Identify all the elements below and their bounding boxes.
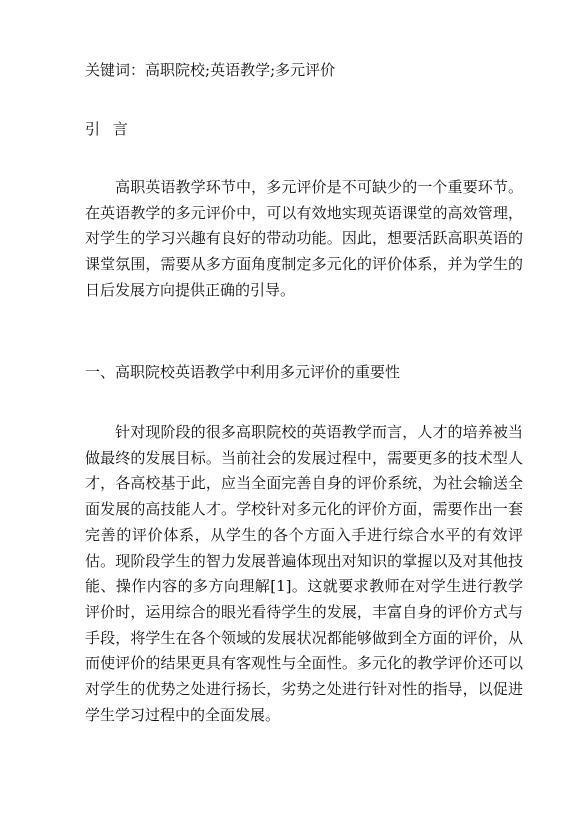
section-paragraph bbox=[85, 420, 523, 728]
section-paragraph-text: 针对现阶段的很多高职院校的英语教学而言，人才的培养被当做最终的发展目标。当前社会的发展过程中，需要更多的技术型人才，各高校基于此，应当全面完善自身的评价系统，为社会输送全面发展的高技能人才。学校针对多元化的评价方面，需要作出一套完善的评价体系，从学生的各个方面入手进行综合水平的有效评估。现阶段学生的智力发展普遍体现出对知识的掌握以及对其他技能、操作内容的多方向理解[1]。这就要求教师在对学生进行教学评价时，运用综合的眼光看待学生的发展，丰富自身的评价方式与手段，将学生在各个领域的发展状况都能够做到全方面的评价，从而使评价的结果更具有客观性与全面性。多元化的教学评价还可以对学生的优势之处进行扬长，劣势之处进行针对性的指导，以促进学生学习过程中的全面发展。 bbox=[85, 423, 523, 724]
section-heading: 一、高职院校英语教学中利用多元评价的重要性 bbox=[85, 363, 401, 381]
keywords-line bbox=[85, 60, 335, 80]
intro-paragraph-text: 高职英语教学环节中，多元评价是不可缺少的一个重要环节。在英语教学的多元评价中，可以有效地实现英语课堂的高效管理，对学生的学习兴趣有良好的带动功能。因此，想要活跃高职英语的课堂氛围，需要从多方面角度制定多元化的评价体系，并为学生的日后发展方向提供正确的引导。 bbox=[85, 178, 523, 299]
intro-heading: 引 言 bbox=[85, 120, 132, 138]
intro-paragraph bbox=[85, 175, 523, 304]
keywords-label: 关键词： bbox=[85, 61, 146, 79]
keywords-value: 高职院校;英语教学;多元评价 bbox=[145, 61, 336, 79]
